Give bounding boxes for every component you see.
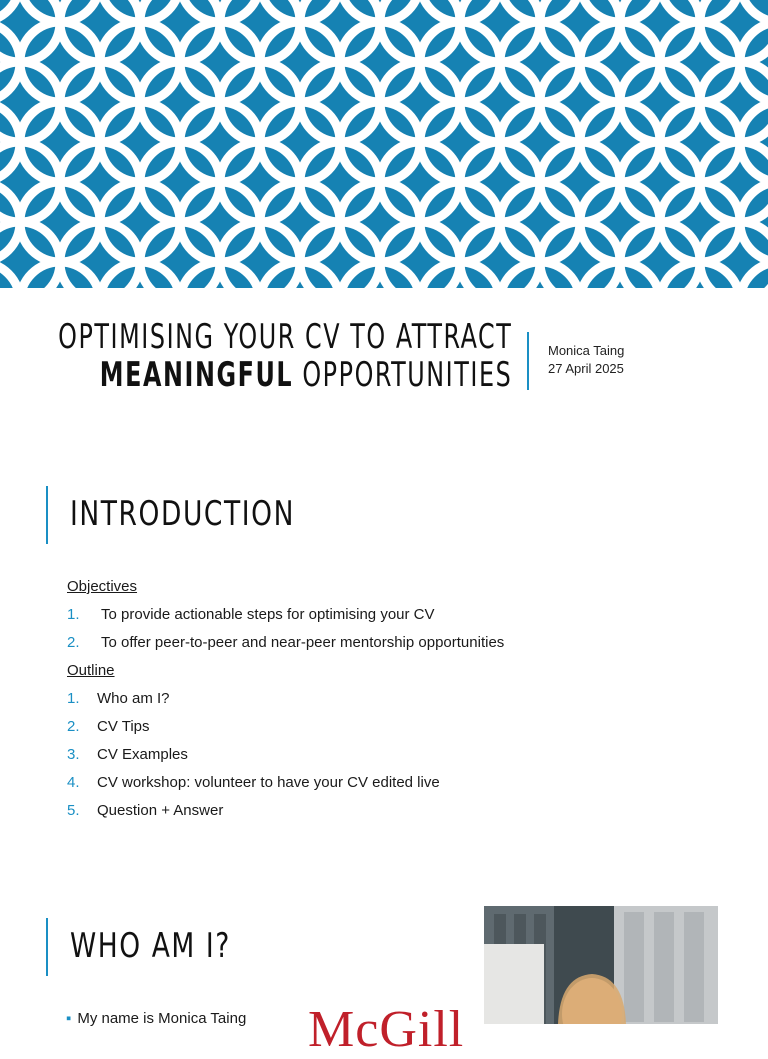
- author-name: Monica Taing: [548, 343, 625, 358]
- title-line-1: OPTIMISING YOUR CV TO ATTRACT: [57, 317, 512, 357]
- presenter-photo-illustration: [484, 906, 718, 1024]
- outline-label: Outline: [67, 662, 115, 679]
- presentation-date: 27 April 2025: [548, 361, 624, 376]
- list-text: CV Tips: [97, 718, 150, 735]
- title-meta: [548, 342, 624, 378]
- list-number: 1.: [67, 690, 80, 707]
- list-item: [67, 604, 747, 632]
- title-line-2-rest: OPPORTUNITIES: [302, 355, 512, 395]
- introduction-body: [67, 576, 747, 828]
- list-text: To offer peer-to-peer and near-peer mentorship opportunities: [101, 634, 505, 651]
- list-number: 2.: [67, 718, 80, 735]
- introduction-title: INTRODUCTION: [70, 494, 295, 534]
- list-text: CV Examples: [97, 746, 188, 763]
- who-am-i-bullet: [66, 1010, 246, 1027]
- list-number: 5.: [67, 802, 80, 819]
- list-item: [67, 688, 747, 716]
- bullet-text: My name is Monica Taing: [77, 1010, 247, 1027]
- heading-accent-bar: [46, 486, 48, 544]
- list-number: 2.: [67, 634, 80, 651]
- title-banner-pattern: [0, 0, 768, 288]
- list-item: [67, 716, 747, 744]
- list-item: [67, 800, 747, 828]
- title-emphasis: MEANINGFUL: [99, 355, 293, 395]
- mcgill-logo: McGill: [308, 1001, 465, 1058]
- list-number: 4.: [67, 774, 80, 791]
- objectives-label: Objectives: [67, 578, 138, 595]
- presenter-photo: [484, 906, 718, 1024]
- title-line-2: [58, 356, 512, 394]
- list-text: To provide actionable steps for optimising your CV: [101, 606, 435, 623]
- list-item: [67, 772, 747, 800]
- list-text: CV workshop: volunteer to have your CV edited live: [97, 774, 440, 791]
- outline-list: [67, 688, 747, 828]
- heading-accent-bar: [46, 918, 48, 976]
- list-item: [67, 632, 747, 660]
- list-number: 3.: [67, 746, 80, 763]
- title-divider: [527, 332, 529, 390]
- bullet-icon: ▪: [66, 1010, 72, 1027]
- list-item: [67, 744, 747, 772]
- list-text: Who am I?: [97, 690, 170, 707]
- list-text: Question + Answer: [97, 802, 224, 819]
- circle-lattice-decoration: [0, 0, 768, 288]
- who-am-i-title: WHO AM I?: [70, 926, 231, 966]
- title-slide: [0, 288, 768, 418]
- list-number: 1.: [67, 606, 80, 623]
- presentation-title: [58, 318, 512, 394]
- objectives-list: [67, 604, 747, 660]
